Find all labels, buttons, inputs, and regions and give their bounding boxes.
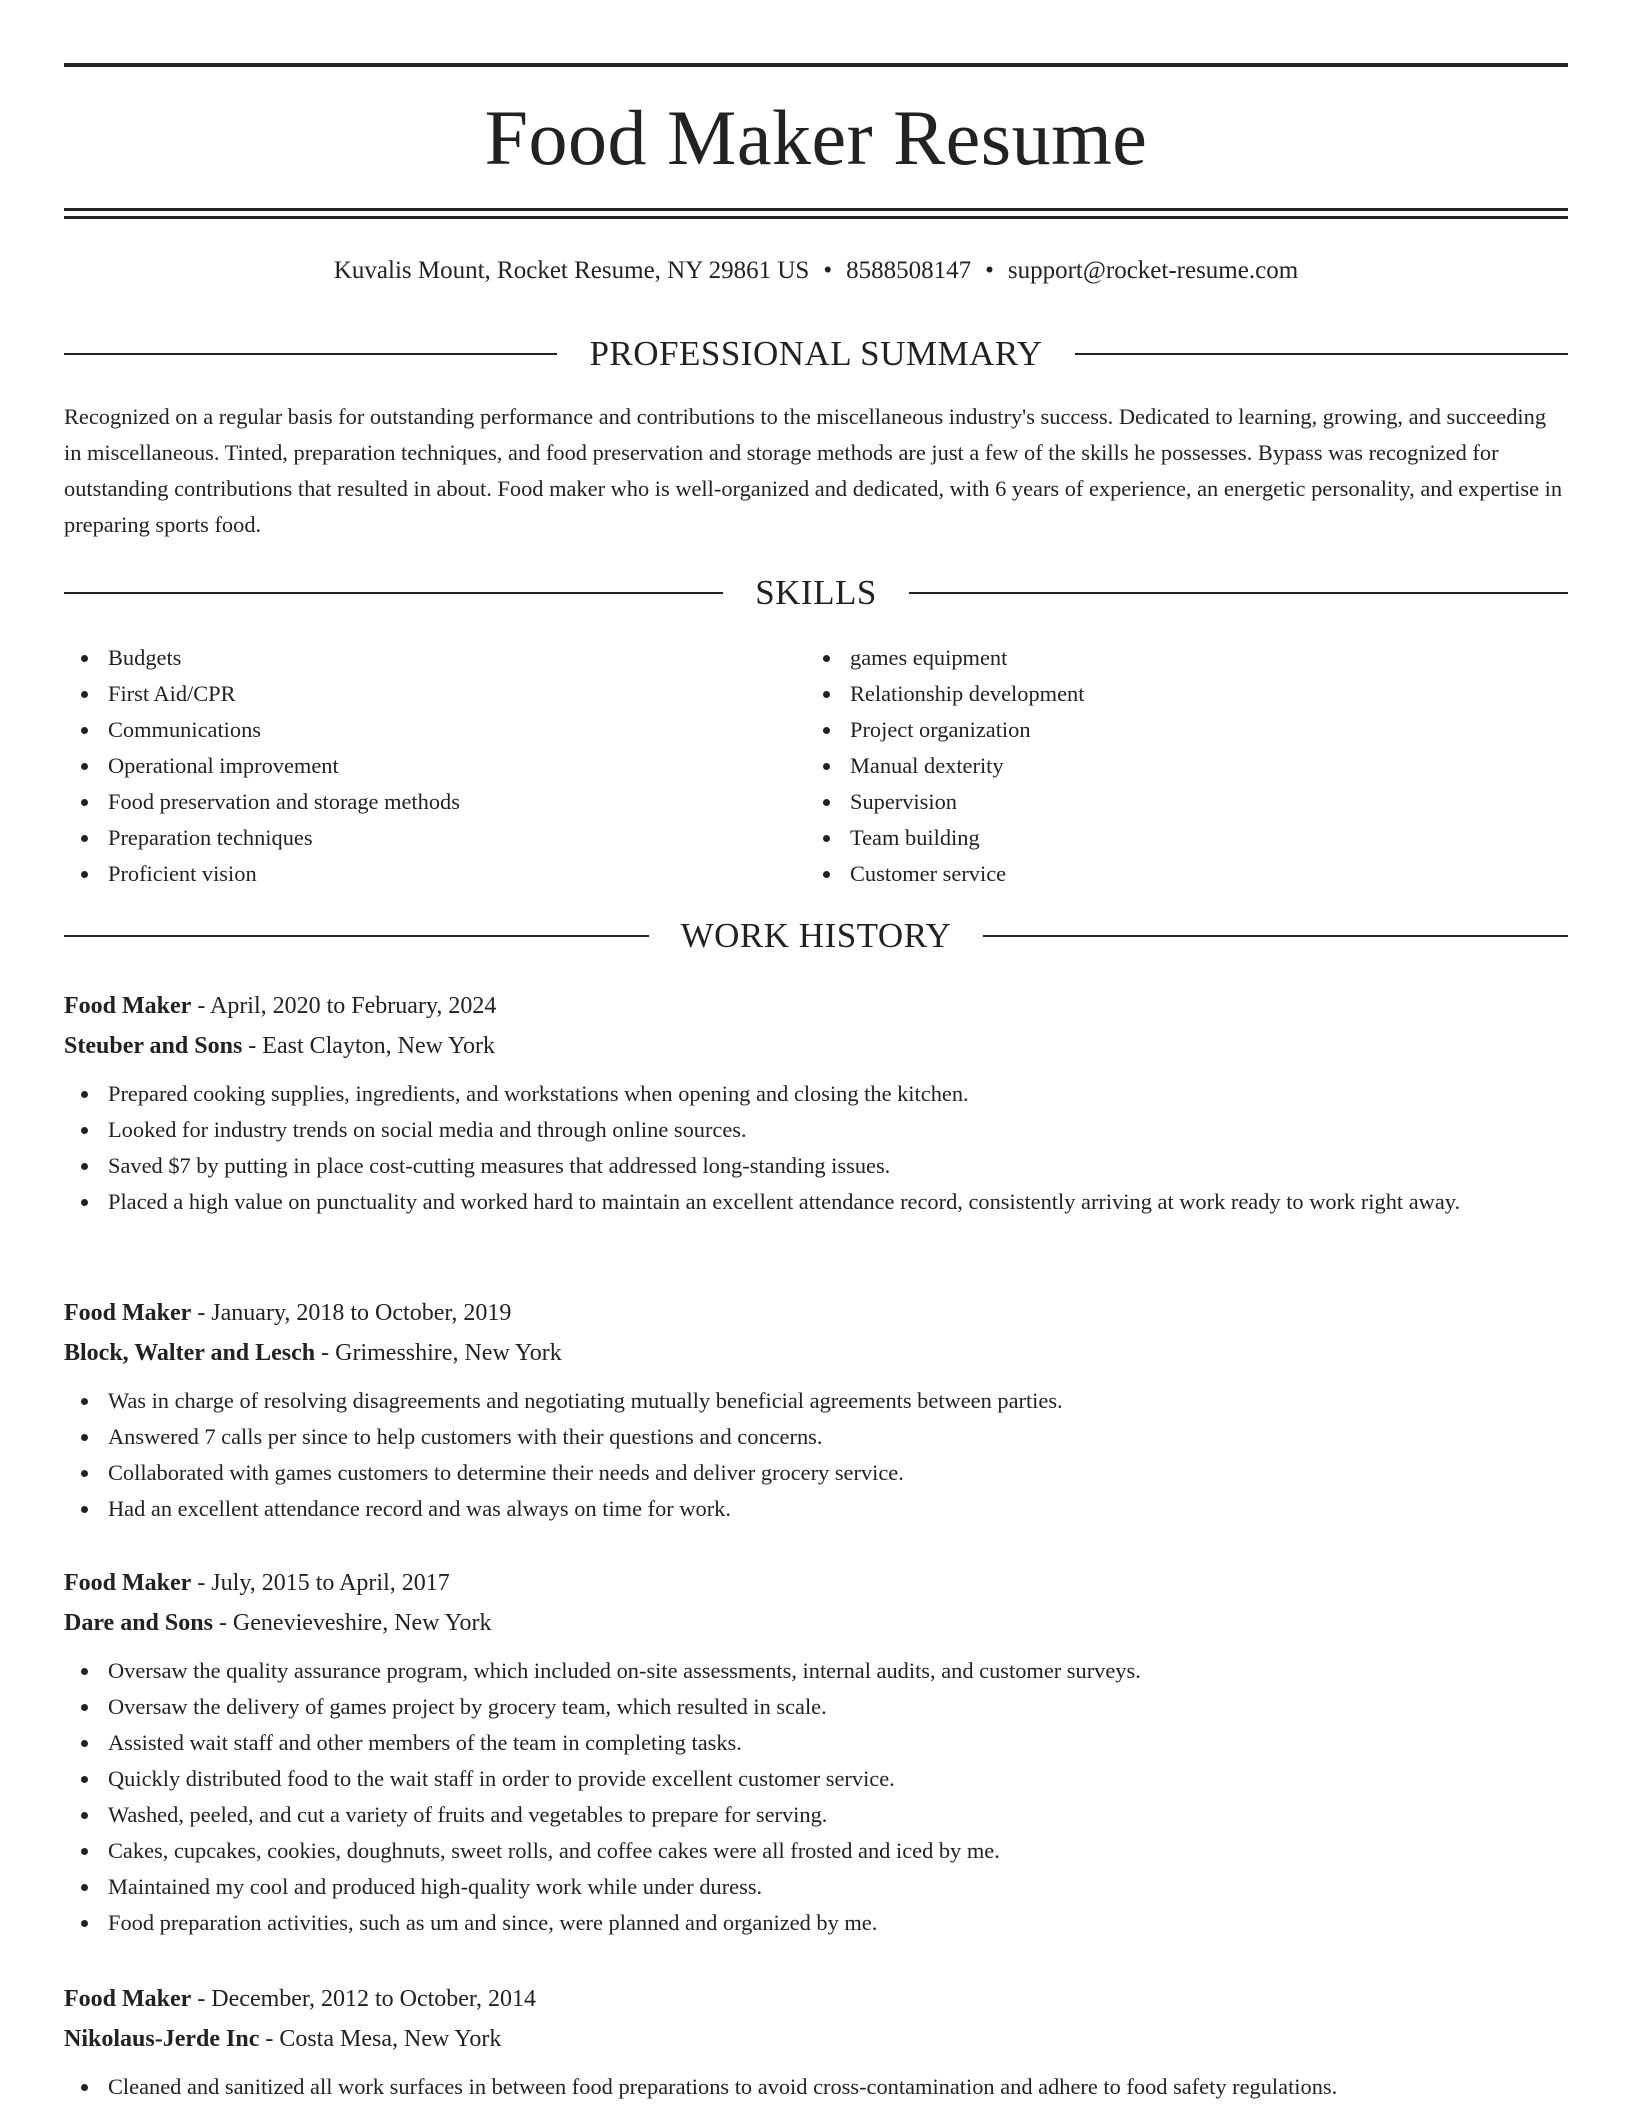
job-title-line [64, 1293, 1568, 1333]
header-double-rule-lower [64, 216, 1568, 219]
skill-item: Proficient vision [64, 856, 806, 892]
job-duties [64, 1383, 1568, 1527]
heading-rule-right [1075, 353, 1568, 355]
job-company-line [64, 1026, 1568, 1066]
job-duties [64, 1076, 1568, 1220]
summary-text: Recognized on a regular basis for outstanding performance and contributions to the miscellaneous industry's success. Dedicated to learning, growing, and succeeding in miscellaneous. Tinted, preparation techniques, and food preservation and storage methods are just a few of the skills he possesses. Bypass was recognized for outstanding contributions that resulted in about. Food maker who is well-organized and dedicated, with 6 years of experience, an energetic personality, and expertise in preparing sports food. [64, 404, 1563, 537]
job-entry [64, 1563, 1568, 1941]
duty-item: Cleaned and sanitized all work surfaces in between food preparations to avoid cross-contamination and adhere to food safety regulations. [64, 2069, 1568, 2105]
skill-item: Budgets [64, 640, 806, 676]
contact-email: support@rocket-resume.com [1007, 257, 1299, 284]
job-company: Nikolaus-Jerde Inc [64, 2026, 260, 2052]
job-title-line [64, 1563, 1568, 1603]
duty-item: Was in charge of resolving disagreements and negotiating mutually beneficial agreements between parties. [64, 1383, 1568, 1419]
skill-item: Supervision [806, 784, 1548, 820]
job-entry [64, 1293, 1568, 1527]
skill-item: Manual dexterity [806, 748, 1548, 784]
job-duties [64, 2069, 1568, 2105]
duty-item: Maintained my cool and produced high-quality work while under duress. [64, 1869, 1568, 1905]
skill-item: games equipment [806, 640, 1548, 676]
contact-separator: • [823, 257, 833, 284]
duty-item: Cakes, cupcakes, cookies, doughnuts, sweet rolls, and coffee cakes were all frosted and iced by me. [64, 1833, 1568, 1869]
job-title: Food Maker [64, 1570, 192, 1596]
skills-list-right [806, 640, 1548, 892]
job-company: Block, Walter and Lesch [64, 1340, 316, 1366]
job-dates: - July, 2015 to April, 2017 [191, 1570, 450, 1596]
skill-item: Communications [64, 712, 806, 748]
skill-item: Customer service [806, 856, 1548, 892]
skill-item: Operational improvement [64, 748, 806, 784]
job-dates: - April, 2020 to February, 2024 [191, 993, 497, 1019]
job-duties [64, 1653, 1568, 1941]
skill-item: Project organization [806, 712, 1548, 748]
skill-item: Team building [806, 820, 1548, 856]
duty-item: Prepared cooking supplies, ingredients, and workstations when opening and closing the kitchen. [64, 1076, 1568, 1112]
skills-list-left [64, 640, 806, 892]
job-dates: - December, 2012 to October, 2014 [191, 1986, 536, 2012]
duty-item: Saved $7 by putting in place cost-cutting measures that addressed long-standing issues. [64, 1148, 1568, 1184]
contact-separator: • [985, 257, 994, 284]
header-double-rule-upper [64, 208, 1568, 211]
heading-rule-right [909, 592, 1568, 594]
job-location: - East Clayton, New York [242, 1033, 495, 1059]
job-location: - Grimesshire, New York [315, 1340, 562, 1366]
work-section-heading [64, 914, 1568, 958]
skill-item: Food preservation and storage methods [64, 784, 806, 820]
job-dates: - January, 2018 to October, 2019 [191, 1300, 512, 1326]
duty-item: Oversaw the quality assurance program, which included on-site assessments, internal audits, and customer surveys. [64, 1653, 1568, 1689]
job-entry [64, 986, 1568, 1220]
job-title: Food Maker [64, 993, 192, 1019]
duty-item: Answered 7 calls per since to help customers with their questions and concerns. [64, 1419, 1568, 1455]
job-location: - Genevieveshire, New York [212, 1610, 492, 1636]
skills-columns [64, 640, 1568, 892]
job-company-line [64, 1603, 1568, 1643]
duty-item: Collaborated with games customers to determine their needs and deliver grocery service. [64, 1455, 1568, 1491]
page-title: Food Maker Resume [484, 94, 1148, 181]
duty-item: Assisted wait staff and other members of the team in completing tasks. [64, 1725, 1568, 1761]
duty-item: Looked for industry trends on social media and through online sources. [64, 1112, 1568, 1148]
summary-heading: PROFESSIONAL SUMMARY [589, 334, 1043, 373]
duty-item: Quickly distributed food to the wait staff in order to provide excellent customer service. [64, 1761, 1568, 1797]
duty-item: Food preparation activities, such as um and since, were planned and organized by me. [64, 1905, 1568, 1941]
skill-item: First Aid/CPR [64, 676, 806, 712]
heading-rule-left [64, 592, 723, 594]
job-location: - Costa Mesa, New York [259, 2026, 502, 2052]
heading-rule-right [983, 935, 1568, 937]
work-heading: WORK HISTORY [680, 916, 952, 955]
job-title-line [64, 986, 1568, 1026]
duty-item: Oversaw the delivery of games project by grocery team, which resulted in scale. [64, 1689, 1568, 1725]
job-title: Food Maker [64, 1986, 192, 2012]
heading-rule-left [64, 353, 557, 355]
contact-line [64, 253, 1568, 289]
job-entry [64, 1979, 1568, 2105]
heading-rule-left [64, 935, 649, 937]
duty-item: Had an excellent attendance record and was always on time for work. [64, 1491, 1568, 1527]
duty-item: Placed a high value on punctuality and worked hard to maintain an excellent attendance record, consistently arriving at work ready to work right away. [64, 1184, 1568, 1220]
job-title: Food Maker [64, 1300, 192, 1326]
summary-section-heading [64, 332, 1568, 376]
contact-phone: 8588508147 [846, 257, 972, 284]
skills-section-heading [64, 571, 1568, 615]
skill-item: Relationship development [806, 676, 1548, 712]
duty-item: Washed, peeled, and cut a variety of fruits and vegetables to prepare for serving. [64, 1797, 1568, 1833]
contact-address: Kuvalis Mount, Rocket Resume, NY 29861 US [333, 257, 810, 284]
skill-item: Preparation techniques [64, 820, 806, 856]
header-top-rule [64, 63, 1568, 67]
job-company: Dare and Sons [64, 1610, 213, 1636]
job-company: Steuber and Sons [64, 1033, 243, 1059]
job-company-line [64, 1333, 1568, 1373]
job-title-line [64, 1979, 1568, 2019]
skills-heading: SKILLS [755, 573, 877, 612]
job-company-line [64, 2019, 1568, 2059]
